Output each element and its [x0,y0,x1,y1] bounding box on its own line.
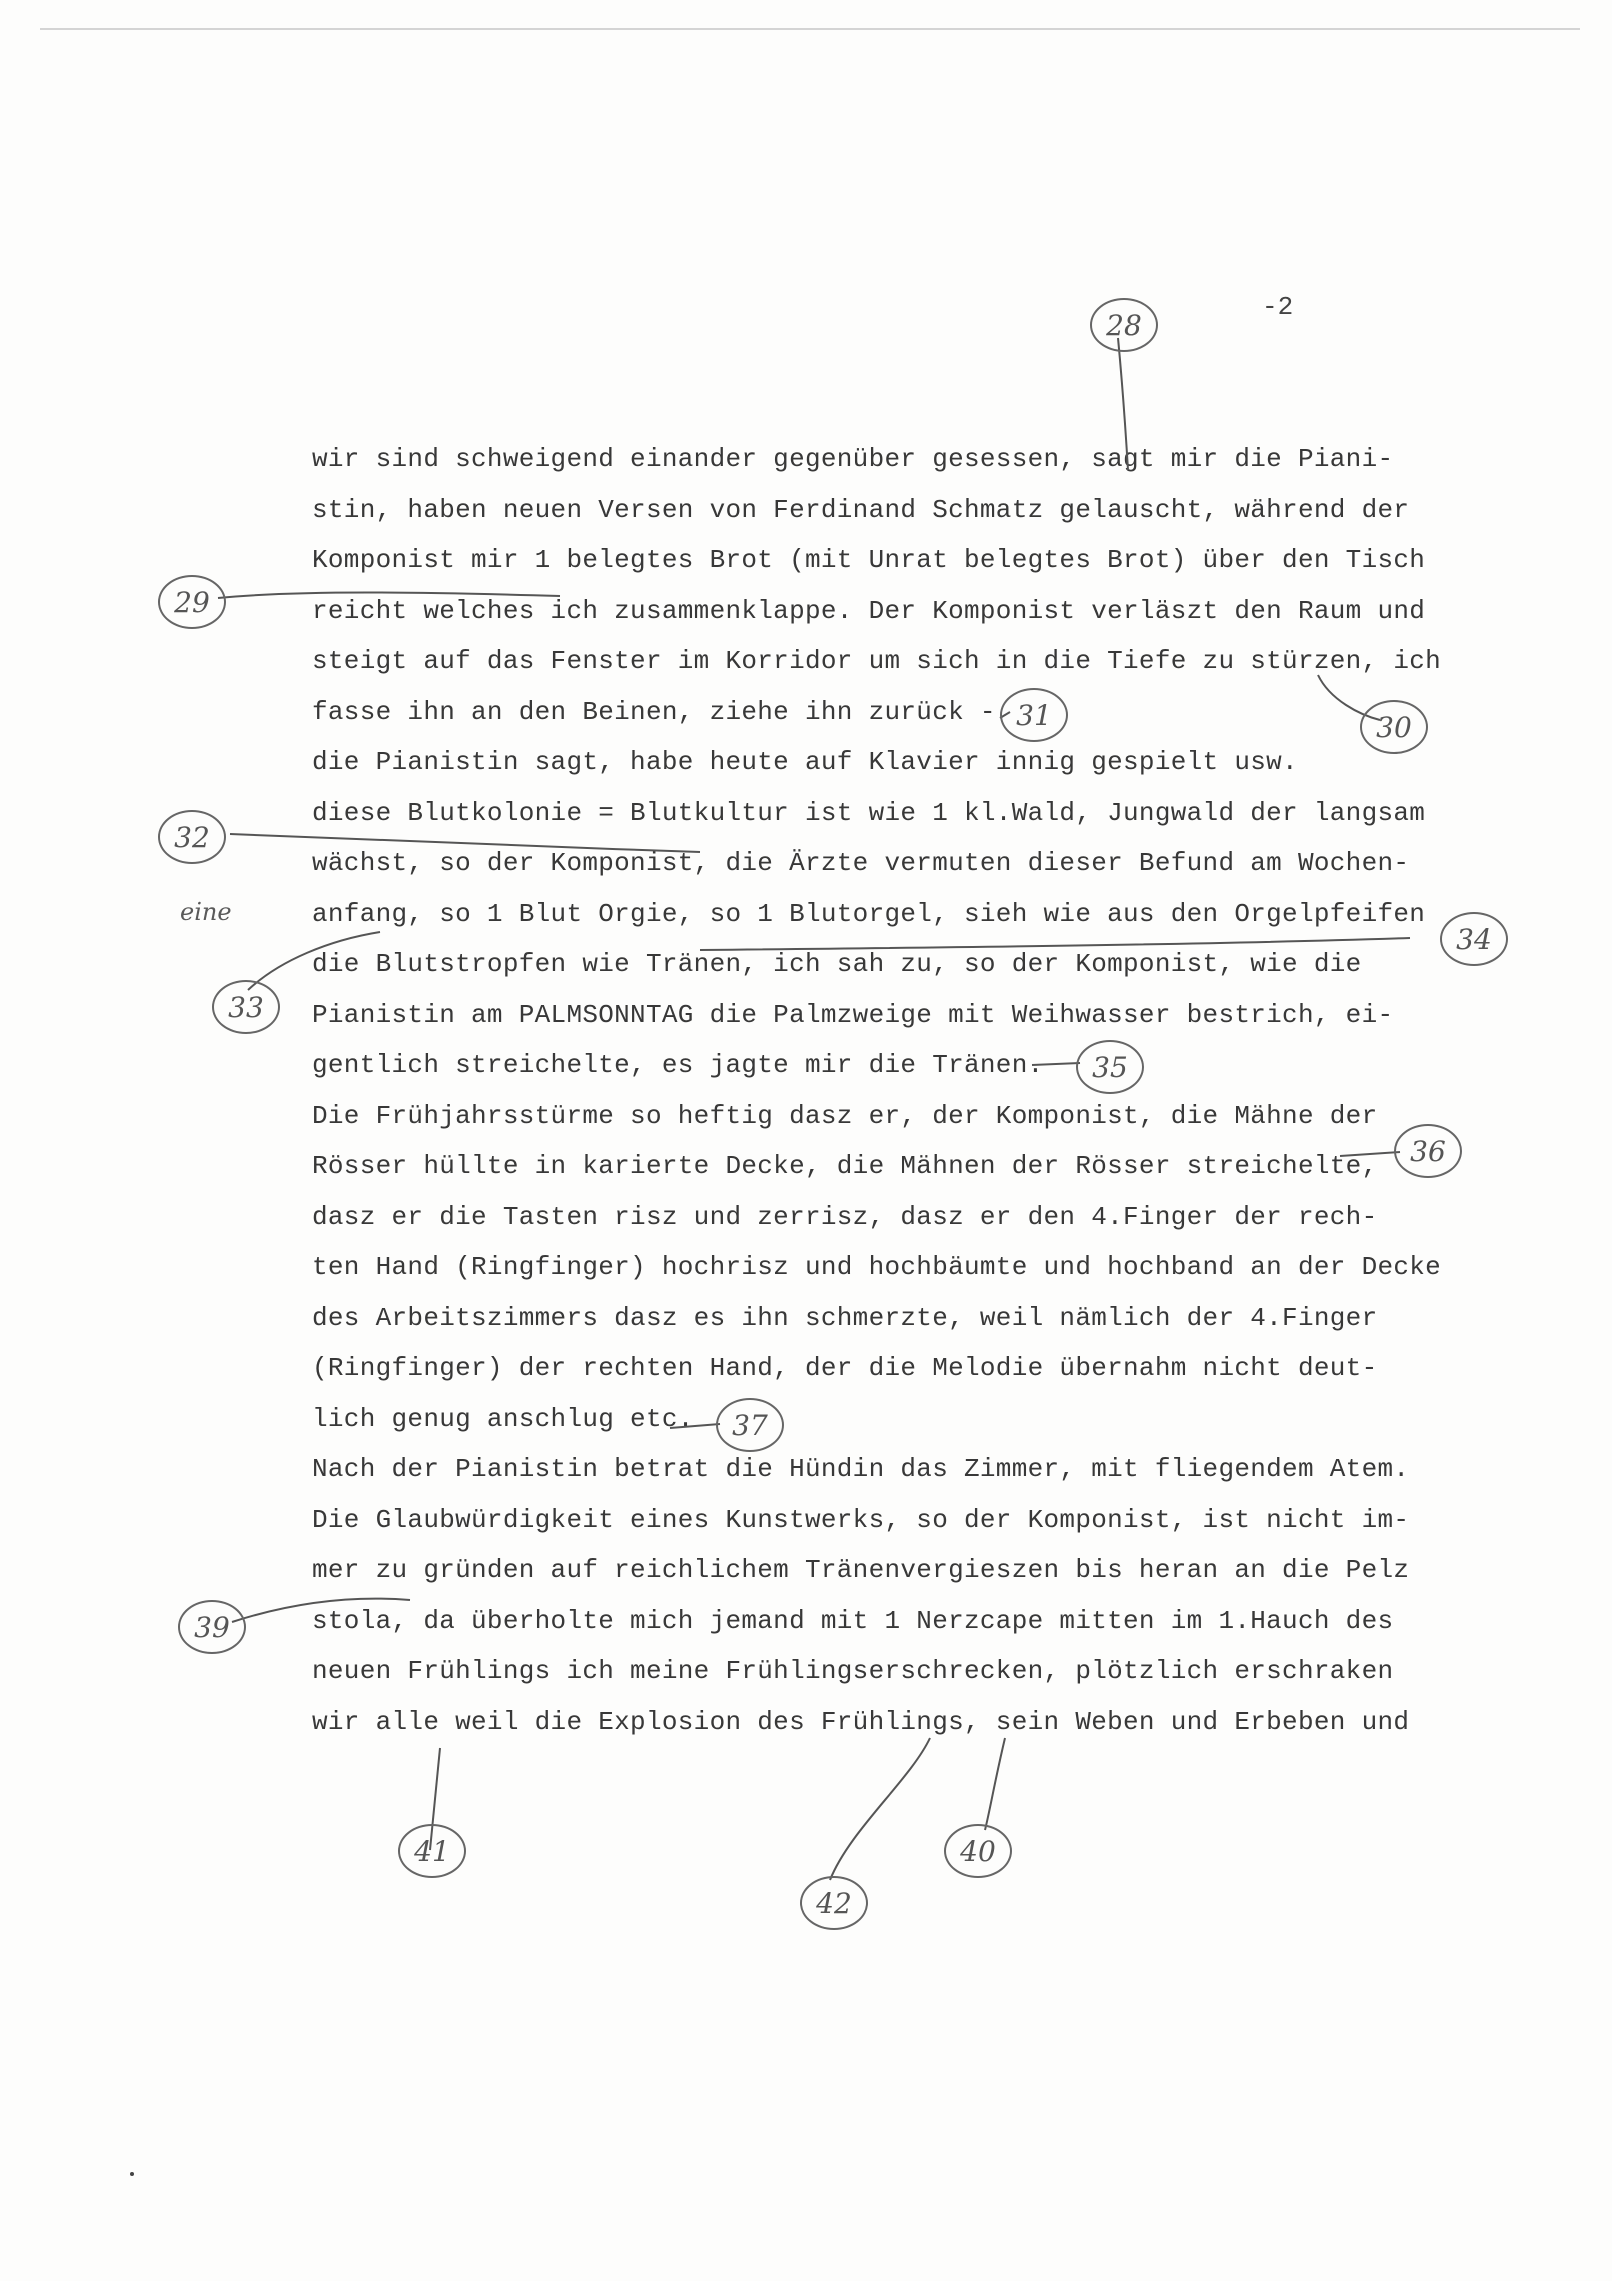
text-line: wir sind schweigend einander gegenüber gesessen, sagt mir die Piani- [312,444,1394,474]
stroke-32 [230,834,700,852]
stroke-36 [1340,1152,1400,1156]
stroke-34 [700,938,1410,950]
stroke-39 [232,1599,410,1622]
stroke-28 [1118,338,1128,470]
text-line: steigt auf das Fenster im Korridor um sich in die Tiefe zu stürzen, ich [312,646,1442,676]
margin-number-39: 39 [178,1600,246,1654]
text-line: stin, haben neuen Versen von Ferdinand Schmatz gelauscht, während der [312,495,1410,525]
margin-number-32: 32 [158,810,226,864]
stroke-35 [1032,1063,1080,1065]
text-line: Die Frühjahrsstürme so heftig dasz er, der Komponist, die Mähne der [312,1101,1378,1131]
margin-number-28: 28 [1090,298,1158,352]
text-line: lich genug anschlug etc. [312,1404,694,1434]
text-line: anfang, so 1 Blut Orgie, so 1 Blutorgel, sieh wie aus den Orgelpfeifen [312,899,1426,929]
text-line: diese Blutkolonie = Blutkultur ist wie 1 kl.Wald, Jungwald der langsam [312,798,1426,828]
margin-number-37: 37 [716,1398,784,1452]
text-line: Rösser hüllte in karierte Decke, die Mähnen der Rösser streichelte, [312,1151,1378,1181]
stroke-37 [670,1424,720,1428]
margin-number-36: 36 [1394,1124,1462,1178]
text-line: Nach der Pianistin betrat die Hündin das Zimmer, mit fliegendem Atem. [312,1454,1410,1484]
text-line: ten Hand (Ringfinger) hochrisz und hochbäumte und hochband an der Decke [312,1252,1442,1282]
text-line: (Ringfinger) der rechten Hand, der die Melodie übernahm nicht deut- [312,1353,1378,1383]
margin-note: eine [180,898,232,926]
text-line: die Blutstropfen wie Tränen, ich sah zu, so der Komponist, wie die [312,949,1362,979]
stroke-40 [985,1738,1005,1830]
margin-number-33: 33 [212,980,280,1034]
text-line: stola, da überholte mich jemand mit 1 Nerzcape mitten im 1.Hauch des [312,1606,1394,1636]
text-line: wächst, so der Komponist, die Ärzte vermuten dieser Befund am Wochen- [312,848,1410,878]
text-line: dasz er die Tasten risz und zerrisz, dasz er den 4.Finger der rech- [312,1202,1378,1232]
text-line: Die Glaubwürdigkeit eines Kunstwerks, so der Komponist, ist nicht im- [312,1505,1410,1535]
margin-number-31: 31 [1000,688,1068,742]
text-line: die Pianistin sagt, habe heute auf Klavier innig gespielt usw. [312,747,1298,777]
page-number: -2 [1262,292,1294,322]
text-line: Pianistin am PALMSONNTAG die Palmzweige mit Weihwasser bestrich, ei- [312,1000,1394,1030]
text-line: fasse ihn an den Beinen, ziehe ihn zurück - [312,697,996,727]
margin-number-42: 42 [800,1876,868,1930]
margin-number-40: 40 [944,1824,1012,1878]
text-line: des Arbeitszimmers dasz es ihn schmerzte, weil nämlich der 4.Finger [312,1303,1378,1333]
margin-number-41: 41 [398,1824,466,1878]
text-line: neuen Frühlings ich meine Frühlingserschrecken, plötzlich erschraken [312,1656,1394,1686]
stroke-33 [248,932,380,990]
margin-number-34: 34 [1440,912,1508,966]
margin-number-30: 30 [1360,700,1428,754]
text-line: wir alle weil die Explosion des Frühlings, sein Weben und Erbeben und [312,1707,1410,1737]
text-line: Komponist mir 1 belegtes Brot (mit Unrat belegtes Brot) über den Tisch [312,545,1426,575]
margin-number-29: 29 [158,575,226,629]
stroke-42 [830,1738,930,1880]
margin-number-35: 35 [1076,1040,1144,1094]
scan-speck [130,2172,134,2176]
text-line: mer zu gründen auf reichlichem Tränenvergieszen bis heran an die Pelz [312,1555,1410,1585]
stroke-29 [218,593,560,599]
text-line: gentlich streichelte, es jagte mir die Tränen. [312,1050,1044,1080]
text-line: reicht welches ich zusammenklappe. Der Komponist verläszt den Raum und [312,596,1426,626]
